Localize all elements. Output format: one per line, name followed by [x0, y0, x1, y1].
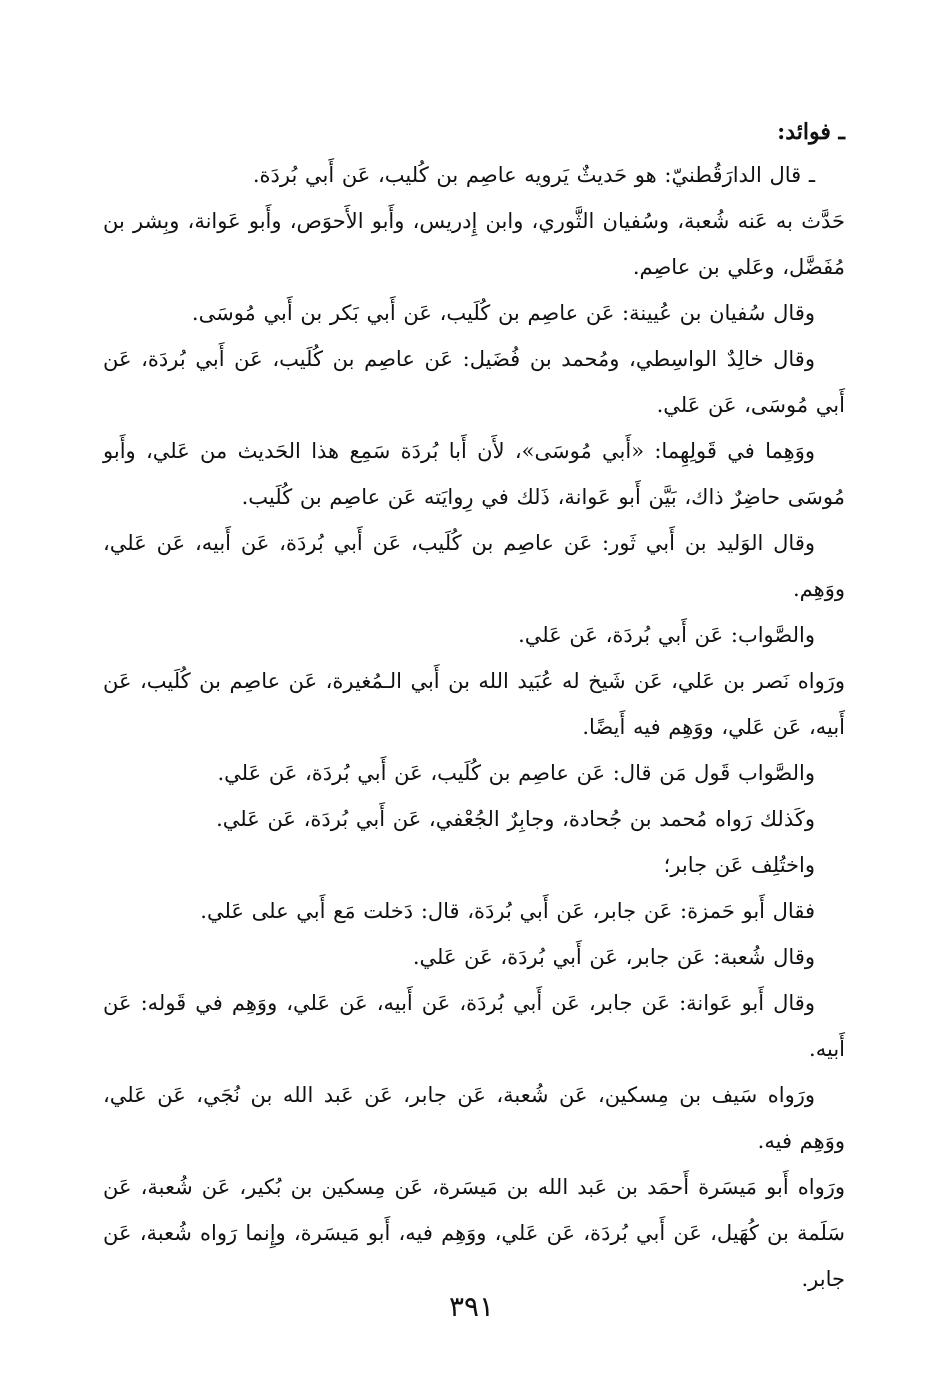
paragraph: وقال شُعبة: عَن جابر، عَن أَبي بُردَة، عَن عَلي. — [412, 945, 815, 969]
paragraph: والصَّواب: عَن أَبي بُردَة، عَن عَلي. — [518, 623, 815, 647]
paragraph: واختُلِف عَن جابر؛ — [663, 853, 815, 877]
paragraph: فقال أَبو حَمزة: عَن جابر، عَن أَبي بُردَة، قال: دَخلت مَع أَبي على عَلي. — [200, 899, 815, 923]
paragraph-list — [103, 152, 845, 1302]
paragraph: والصَّواب قَول مَن قال: عَن عاصِم بن كُلَيب، عَن أَبي بُردَة، عَن عَلي. — [217, 761, 815, 785]
paragraph: ورَواه نَصر بن عَلي، عَن شَيخ له عُبَيد الله بن أَبي الـمُغيرة، عَن عاصِم بن كُلَيب، عَن أَبيه، عَن عَلي، ووَهِم فيه أَيضًا. — [103, 669, 845, 739]
paragraph: ووَهِما في قَولِهِما: «أَبي مُوسَى»، لأَن أَبا بُردَة سَمِع هذا الحَديث من عَلي، وأَبو مُوسَى حاضِرٌ ذاك، بَيَّن أَبو عَوانة، ذَلك في رِوايَته عَن عاصِم بن كُلَيب. — [103, 439, 845, 509]
paragraph: ورَواه سَيف بن مِسكين، عَن شُعبة، عَن جابر، عَن عَبد الله بن نُجَي، عَن عَلي، ووَهِم فيه. — [103, 1083, 845, 1153]
paragraph: ـ قال الدارَقُطنيّ: هو حَديثٌ يَرويه عاصِم بن كُليب، عَن أَبي بُردَة. — [252, 163, 815, 187]
paragraph: ورَواه أَبو مَيسَرة أَحمَد بن عَبد الله بن مَيسَرة، عَن مِسكين بن بُكير، عَن شُعبة، عَن سَلَمة بن كُهَيل، عَن أَبي بُردَة، عَن عَلي، ووَهِم فيه، أَبو مَيسَرة، وإِنما رَواه شُعبة، عَن جابر. — [103, 1175, 845, 1291]
page-number: ٣٩١ — [448, 1290, 495, 1323]
page-content — [103, 112, 845, 1302]
paragraph: حَدَّث به عَنه شُعبة، وسُفيان الثَّوري، وابن إِدريس، وأَبو الأَحوَص، وأَبو عَوانة، وبِشر بن مُفَضَّل، وعَلي بن عاصِم. — [103, 209, 845, 279]
paragraph: وقال أَبو عَوانة: عَن جابر، عَن أَبي بُردَة، عَن أَبيه، عَن عَلي، ووَهِم في قَوله: عَن أَبيه. — [103, 991, 845, 1061]
section-heading: ـ فوائد: — [777, 119, 845, 145]
paragraph: وقال سُفيان بن عُيينة: عَن عاصِم بن كُلَيب، عَن أَبي بَكر بن أَبي مُوسَى. — [191, 301, 815, 325]
paragraph: وقال الوَليد بن أَبي ثَور: عَن عاصِم بن كُلَيب، عَن أَبي بُردَة، عَن أَبيه، عَن عَلي، ووَهِم. — [103, 531, 845, 601]
paragraph: وكَذلك رَواه مُحمد بن جُحادة، وجابِرٌ الجُعْفي، عَن أَبي بُردَة، عَن عَلي. — [216, 807, 815, 831]
paragraph: وقال خالِدٌ الواسِطي، ومُحمد بن فُضَيل: عَن عاصِم بن كُلَيب، عَن أَبي بُردَة، عَن أَبي مُوسَى، عَن عَلي. — [103, 347, 845, 417]
